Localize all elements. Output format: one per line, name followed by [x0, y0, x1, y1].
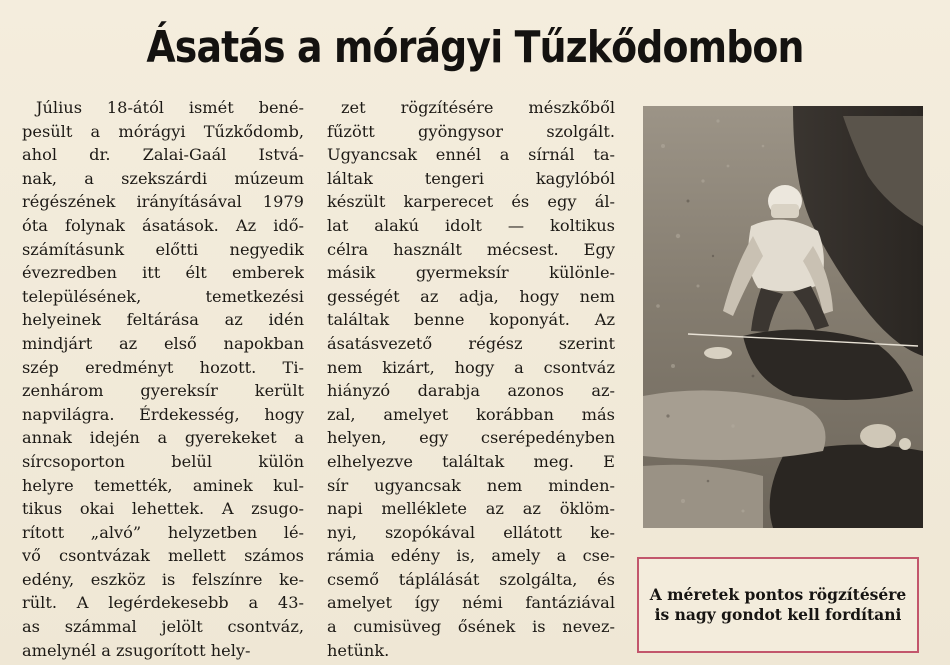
article-text-line: helyeinek feltárása az idén	[22, 310, 304, 330]
article-text-line: Július 18-ától ismét bené-	[36, 98, 304, 117]
article-text-line: számításunk előtti negyedik	[22, 239, 304, 259]
article-text-line: sír ugyancsak nem minden-	[327, 475, 615, 495]
article-text-line: zal, amelyet korábban más	[327, 404, 615, 424]
article-text-line: célra használt mécsest. Egy	[327, 239, 615, 259]
article-text-line: amelyet így némi fantáziával	[327, 593, 615, 613]
article-text-line: tikus okai lehettek. A zsugo-	[22, 499, 304, 519]
article-column-middle	[327, 96, 615, 662]
article-text-line: amelynél a zsugorított hely-	[22, 640, 251, 660]
article-text-line: készült karperecet és egy ál-	[327, 192, 615, 212]
article-text-line: annak idején a gyerekeket a	[22, 428, 304, 448]
article-text-line: a cumisüveg ősének is nevez-	[327, 617, 615, 637]
photo-caption-box	[637, 557, 919, 653]
article-text-line: as számmal jelölt csontváz,	[22, 617, 304, 637]
article-text-line: településének, temetkezési	[22, 286, 304, 306]
photo-caption: A méretek pontos rögzítésére is nagy gondot kell fordítani	[649, 585, 907, 624]
article-text-line: csemő táplálását szolgálta, és	[327, 569, 615, 589]
article-text-line: rámia edény is, amely a cse-	[327, 546, 615, 566]
article-text-line: Ugyancsak ennél a sírnál ta-	[327, 145, 615, 165]
article-text-line: zenhárom gyereksír került	[22, 381, 304, 401]
article-text-line: nem kizárt, hogy a csontváz	[327, 357, 615, 377]
article-text-line: hiányzó darabja azonos az-	[327, 381, 615, 401]
article-text-line: lat alakú idolt — koltikus	[327, 215, 615, 235]
article-text-line: helyre temették, aminek kul-	[22, 475, 304, 495]
article-text-line: rült. A legérdekesebb a 43-	[22, 593, 304, 613]
article-text-line: napvilágra. Érdekesség, hogy	[22, 404, 304, 424]
article-text-line: napi melléklete az az öklöm-	[327, 499, 615, 519]
article-text-line: hetünk.	[327, 640, 390, 660]
article-text-line: ahol dr. Zalai-Gaál Istvá-	[22, 145, 304, 165]
article-text-line: évezredben itt élt emberek	[22, 263, 304, 283]
article-text-line: pesült a mórágyi Tűzkődomb,	[22, 121, 304, 141]
article-text-line: óta folynak ásatások. Az idő-	[22, 215, 304, 235]
article-text-line: nak, a szekszárdi múzeum	[22, 168, 304, 188]
article-text-line: szép eredményt hozott. Ti-	[22, 357, 304, 377]
article-text-line: mindjárt az első napokban	[22, 333, 304, 353]
article-headline: Ásatás a mórágyi Tűzkődombon	[146, 22, 804, 73]
article-text-line: ásatásvezető régész szerint	[327, 333, 615, 353]
excavation-photo	[643, 106, 923, 528]
article-text-line: edény, eszköz is felszínre ke-	[22, 569, 304, 589]
article-text-line: zet rögzítésére mészkőből	[341, 98, 615, 117]
article-text-line: helyen, egy cserépedényben	[327, 428, 615, 448]
article-text-line: fűzött gyöngysor szolgált.	[327, 121, 615, 141]
article-text-line: rított „alvó” helyzetben lé-	[22, 522, 304, 542]
article-column-left	[22, 96, 304, 662]
article-text-line: találtak benne koponyát. Az	[327, 310, 615, 330]
article-text-line: másik gyermeksír különle-	[327, 263, 615, 283]
article-text-line: sírcsoporton belül külön	[22, 451, 304, 471]
article-text-line: elhelyezve találtak meg. E	[327, 451, 615, 471]
article-text-line: régészének irányításával 1979	[22, 192, 304, 212]
article-text-line: nyi, szopókával ellátott ke-	[327, 522, 615, 542]
article-text-line: vő csontvázak mellett számos	[22, 546, 304, 566]
article-text-line: láltak tengeri kagylóból	[327, 168, 615, 188]
article-text-line: gességét az adja, hogy nem	[327, 286, 615, 306]
